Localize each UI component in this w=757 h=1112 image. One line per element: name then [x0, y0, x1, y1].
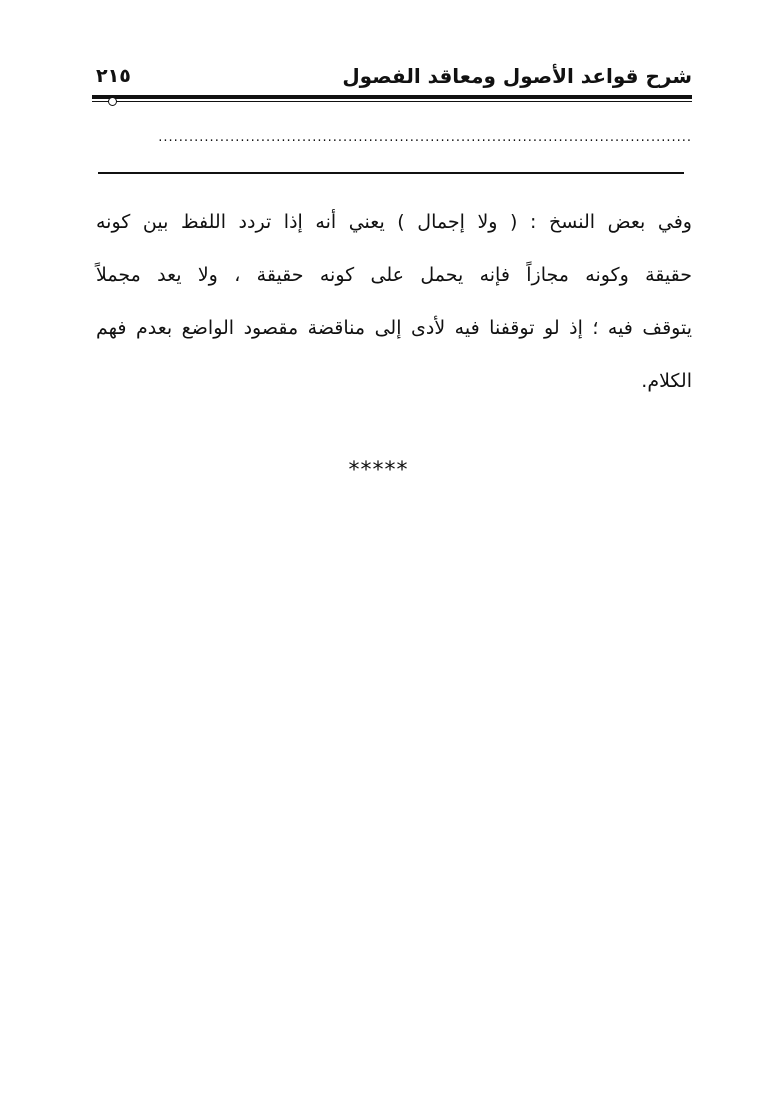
text-line-2: حقيقة وكونه مجازاً فإنه يحمل على كونه حقيقة ، ولا يعد مجملاً: [96, 264, 692, 286]
text-line-4: الكلام.: [641, 370, 692, 392]
section-rule: [98, 172, 684, 174]
page-number: ٢١٥: [96, 65, 131, 87]
rule-ornament: [108, 97, 117, 106]
body-paragraph: [96, 196, 692, 408]
asterisk-divider: *****: [348, 458, 409, 483]
dotted-separator: ........................................................................................................: [158, 130, 692, 145]
header-rule-thin: [92, 101, 692, 102]
header-rule: [92, 95, 692, 99]
header-title: شرح قواعد الأصول ومعاقد الفصول: [342, 64, 692, 88]
text-line-1: وفي بعض النسخ : ( ولا إجمال ) يعني أنه إذا تردد اللفظ بين كونه: [96, 211, 692, 233]
text-line-3: يتوقف فيه ؛ إذ لو توقفنا فيه لأدى إلى مناقضة مقصود الواضع بعدم فهم: [96, 317, 692, 339]
